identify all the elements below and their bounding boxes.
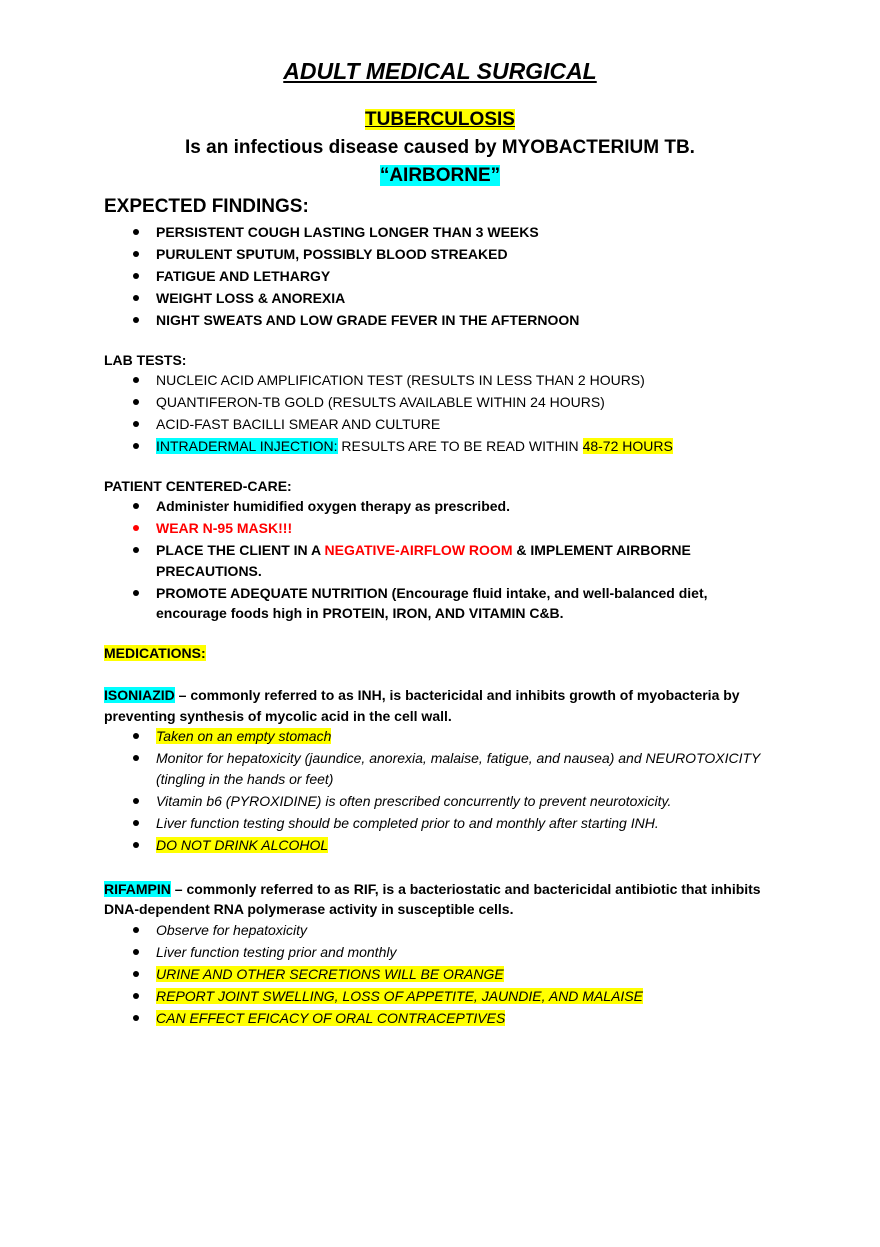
lab-tests-list	[104, 370, 776, 457]
list-item: FATIGUE AND LETHARGY	[156, 266, 776, 287]
patient-care-heading: PATIENT CENTERED-CARE:	[104, 478, 292, 494]
expected-findings-heading: EXPECTED FINDINGS:	[104, 196, 309, 217]
airflow-room: NEGATIVE-AIRFLOW ROOM	[324, 542, 513, 558]
isoniazid-list	[104, 726, 776, 855]
list-item: Administer humidified oxygen therapy as prescribed.	[156, 496, 776, 517]
isoniazid-text: – commonly referred to as INH, is bactericidal and inhibits growth of myobacteria by preventing synthesis of mycolic acid in the cell wall.	[104, 687, 740, 724]
list-item: Vitamin b6 (PYROXIDINE) is often prescribed concurrently to prevent neurotoxicity.	[156, 791, 776, 812]
topic-title: TUBERCULOSIS	[365, 109, 515, 130]
list-item: QUANTIFERON-TB GOLD (RESULTS AVAILABLE WITHIN 24 HOURS)	[156, 392, 776, 413]
rifampin-list	[104, 920, 776, 1029]
list-item: Liver function testing prior and monthly	[156, 942, 776, 963]
list-item: WEIGHT LOSS & ANOREXIA	[156, 288, 776, 309]
list-item: Observe for hepatoxicity	[156, 920, 776, 941]
list-item-intradermal	[156, 436, 776, 457]
airflow-pre: PLACE THE CLIENT IN A	[156, 542, 325, 558]
rifampin-name: RIFAMPIN	[104, 880, 171, 897]
transmission-badge: “AIRBORNE”	[379, 165, 501, 186]
isoniazid-description	[104, 685, 776, 726]
intradermal-text: RESULTS ARE TO BE READ WITHIN	[337, 438, 583, 454]
list-item: REPORT JOINT SWELLING, LOSS OF APPETITE, JAUNDIE, AND MALAISE	[156, 986, 776, 1007]
list-item: Taken on an empty stomach	[156, 726, 776, 747]
list-item: Monitor for hepatoxicity (jaundice, anorexia, malaise, fatigue, and nausea) and NEUROTOXICITY (tingling in the hands or feet)	[156, 748, 776, 789]
document-title: ADULT MEDICAL SURGICAL	[283, 58, 597, 84]
rifampin-description	[104, 879, 776, 920]
airflow-post: & IMPLEMENT AIRBORNE PRECAUTIONS.	[156, 542, 691, 579]
medications-heading: MEDICATIONS:	[104, 645, 206, 661]
patient-care-list	[104, 496, 776, 624]
intradermal-label: INTRADERMAL INJECTION:	[156, 438, 338, 454]
list-item: NIGHT SWEATS AND LOW GRADE FEVER IN THE AFTERNOON	[156, 310, 776, 331]
list-item: ACID-FAST BACILLI SMEAR AND CULTURE	[156, 414, 776, 435]
list-item: PURULENT SPUTUM, POSSIBLY BLOOD STREAKED	[156, 244, 776, 265]
list-item: PROMOTE ADEQUATE NUTRITION (Encourage fluid intake, and well-balanced diet, encourage foods high in PROTEIN, IRON, AND VITAMIN C&B.	[156, 583, 776, 624]
list-item: PERSISTENT COUGH LASTING LONGER THAN 3 WEEKS	[156, 222, 776, 243]
list-item: NUCLEIC ACID AMPLIFICATION TEST (RESULTS IN LESS THAN 2 HOURS)	[156, 370, 776, 391]
list-item-mask-warning: WEAR N-95 MASK!!!	[156, 518, 776, 539]
lab-tests-heading: LAB TESTS:	[104, 352, 187, 368]
list-item-airflow	[156, 540, 776, 581]
expected-findings-list	[104, 222, 776, 331]
topic-block	[104, 106, 776, 190]
topic-definition: Is an infectious disease caused by MYOBACTERIUM TB.	[185, 137, 695, 158]
list-item: DO NOT DRINK ALCOHOL	[156, 835, 776, 856]
intradermal-hours: 48-72 HOURS	[582, 438, 673, 454]
list-item: Liver function testing should be completed prior to and monthly after starting INH.	[156, 813, 776, 834]
isoniazid-name: ISONIAZID	[104, 687, 175, 703]
list-item: URINE AND OTHER SECRETIONS WILL BE ORANGE	[156, 964, 776, 985]
list-item: CAN EFFECT EFICACY OF ORAL CONTRACEPTIVES	[156, 1008, 776, 1029]
rifampin-text: – commonly referred to as RIF, is a bacteriostatic and bactericidal antibiotic that inhibits DNA-dependent RNA polymerase activity in susceptible cells.	[104, 880, 761, 917]
